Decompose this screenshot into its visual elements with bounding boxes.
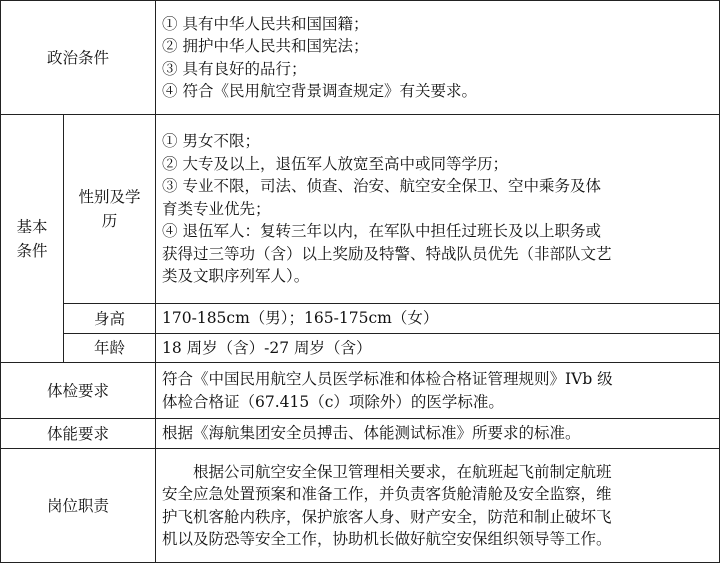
political-row <box>1 1 720 115</box>
medical-row <box>1 363 720 419</box>
gender-education-line: ④ 退伍军人：复转三年以内，在军队中担任过班长及以上职务或 <box>162 222 601 241</box>
basic-label-line: 条件 <box>16 241 48 260</box>
duty-line: 根据公司航空安全保卫管理相关要求，在航班起飞前制定航班 <box>193 462 612 481</box>
fitness-row <box>1 419 720 449</box>
height-value: 170-185cm（男）；165-175cm（女） <box>162 309 439 328</box>
gender-education-label <box>64 115 156 304</box>
medical-line: 体检合格证（67.415（c）项除外）的医学标准。 <box>162 392 504 411</box>
fitness-label: 体能要求 <box>1 419 156 449</box>
gender-education-label-line: 历 <box>101 212 118 230</box>
political-content <box>156 1 720 115</box>
gender-education-line: 类及文职序列军人）。 <box>162 267 310 286</box>
duty-label: 岗位职责 <box>1 449 156 563</box>
fitness-value: 根据《海航集团安全员搏击、体能测试标准》所要求的标准。 <box>162 424 581 443</box>
duty-line: 机以及防恐等安全工作，协助机长做好航空安保组织领导等工作。 <box>162 530 612 548</box>
gender-education-line: 育类专业优先； <box>162 199 271 218</box>
medical-line: 符合《中国民用航空人员医学标准和体检合格证管理规则》IVb 级 <box>162 370 613 388</box>
duty-line: 安全应急处置预案和准备工作，并负责客货舱清舱及安全监察，维 <box>162 485 612 503</box>
political-line: ③ 具有良好的品行； <box>162 59 307 78</box>
basic-label-line: 基本 <box>16 217 48 236</box>
political-label: 政治条件 <box>1 1 156 115</box>
duty-line: 护飞机客舱内秩序，保护旅客人身、财产安全，防范和制止破坏飞 <box>162 507 612 526</box>
gender-education-row <box>1 115 720 304</box>
age-value: 18 周岁（含）-27 周岁（含） <box>162 338 372 357</box>
political-line: ② 拥护中华人民共和国宪法； <box>162 37 369 55</box>
gender-education-content <box>156 115 720 304</box>
height-label: 身高 <box>64 304 156 334</box>
age-label: 年龄 <box>64 334 156 363</box>
duty-content <box>156 449 720 563</box>
gender-education-line: ① 男女不限； <box>162 132 260 151</box>
medical-label: 体检要求 <box>1 363 156 419</box>
gender-education-line: ② 大专及以上，退伍军人放宽至高中或同等学历； <box>162 154 508 173</box>
political-line: ④ 符合《民用航空背景调查规定》有关要求。 <box>162 82 477 100</box>
height-row <box>1 304 720 334</box>
medical-content <box>156 363 720 419</box>
duty-row <box>1 449 720 563</box>
political-line: ① 具有中华人民共和国国籍； <box>162 14 369 33</box>
basic-conditions-label <box>1 115 64 363</box>
gender-education-line: ③ 专业不限，司法、侦查、治安、航空安全保卫、空中乘务及体 <box>162 177 601 196</box>
age-row <box>1 334 720 363</box>
gender-education-line: 获得过三等功（含）以上奖励及特警、特战队员优先（非部队文艺 <box>162 244 612 263</box>
gender-education-label-line: 性别及学 <box>78 188 141 206</box>
